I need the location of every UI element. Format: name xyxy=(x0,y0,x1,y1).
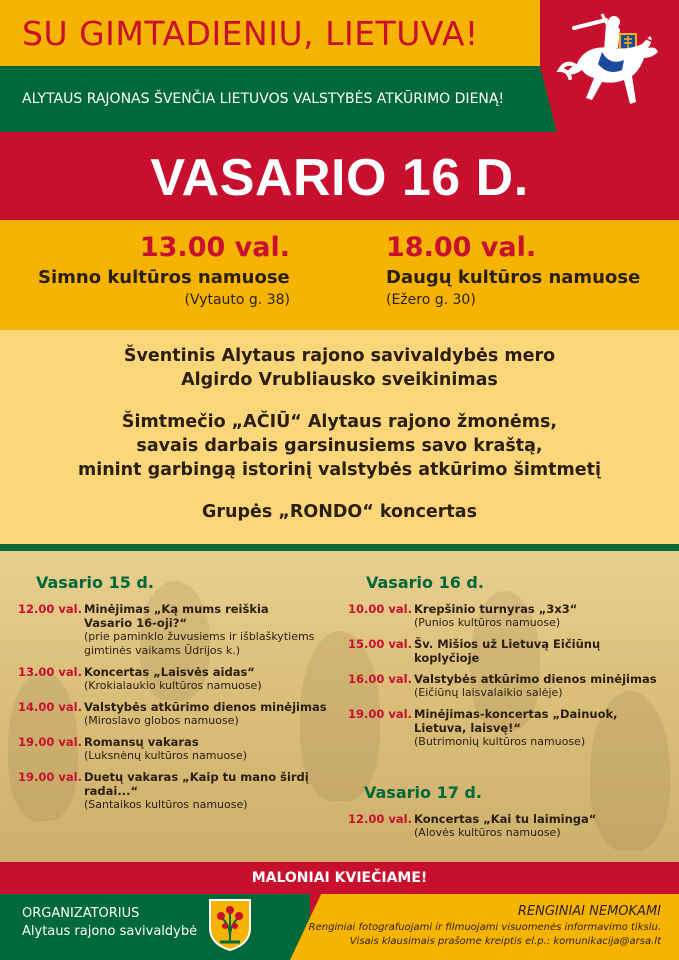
event-name: Krepšinio turnyras „3x3“ xyxy=(414,602,578,616)
main-times-band xyxy=(0,220,679,330)
event-location: (Punios kultūros namuose) xyxy=(414,616,561,629)
event-item xyxy=(18,665,328,693)
event-location: (Miroslavo globos namuose) xyxy=(84,714,239,727)
event-item xyxy=(18,700,328,728)
event-item xyxy=(18,770,328,812)
organizer-label: ORGANIZATORIUS xyxy=(22,906,140,921)
venue-time: 18.00 val. xyxy=(386,232,537,263)
event-body xyxy=(84,602,314,658)
event-name: Minėjimas „Ką mums reiškia xyxy=(84,602,269,616)
event-list xyxy=(18,602,328,812)
event-list xyxy=(348,812,668,840)
schedule-section xyxy=(0,551,679,862)
event-name: Šv. Mišios už Lietuvą Eičiūnų koplyčioje xyxy=(414,637,601,665)
event-name: Koncertas „Kai tu laiminga“ xyxy=(414,812,597,826)
event-time: 10.00 val. xyxy=(348,602,412,616)
event-name: Duetų vakaras „Kaip tu mano širdį xyxy=(84,770,309,784)
contact-note: Visais klausimais prašome kreiptis el.p.: komunikacija@arsa.lt xyxy=(349,936,661,947)
event-item xyxy=(348,707,668,749)
event-body xyxy=(414,707,618,749)
venue-time: 13.00 val. xyxy=(139,232,290,263)
venue-daugai xyxy=(386,232,646,308)
event-location: (Luksnėnų kultūros namuose) xyxy=(84,749,247,762)
event-body xyxy=(84,770,309,812)
event-time: 14.00 val. xyxy=(18,700,82,714)
vytis-knight-icon xyxy=(554,10,660,120)
event-time: 19.00 val. xyxy=(348,707,412,721)
event-location: (Eičiūnų laisvalaikio salėje) xyxy=(414,686,563,699)
event-name: Vasario 16-oji?“ xyxy=(84,616,187,630)
event-item xyxy=(18,602,328,658)
event-name: Romansų vakaras xyxy=(84,735,199,749)
program-band xyxy=(0,330,679,544)
day-heading: Vasario 17 d. xyxy=(364,783,482,802)
event-time: 16.00 val. xyxy=(348,672,412,686)
event-body xyxy=(414,637,668,665)
event-body xyxy=(84,665,262,693)
event-time: 12.00 val. xyxy=(18,602,82,616)
event-name: Lietuva, laisvę!“ xyxy=(414,721,521,735)
event-body xyxy=(84,700,327,728)
event-name: Minėjimas-koncertas „Dainuok, xyxy=(414,707,618,721)
event-location: (Santaikos kultūros namuose) xyxy=(84,798,248,811)
schedule-day-feb15 xyxy=(18,573,328,819)
free-events-text: RENGINIAI NEMOKAMI xyxy=(517,904,661,919)
program-line: Šventinis Alytaus rajono savivaldybės mero xyxy=(123,346,556,366)
event-item xyxy=(18,735,328,763)
invite-text: MALONIAI KVIEČIAME! xyxy=(251,870,428,886)
event-list xyxy=(348,602,668,749)
venue-place: Simno kultūros namuose xyxy=(38,267,290,288)
program-line: Grupės „RONDO“ koncertas xyxy=(202,502,477,522)
green-divider xyxy=(0,544,679,551)
event-location: gimtinės vaikams Ūdrijos k.) xyxy=(84,644,241,657)
event-time: 19.00 val. xyxy=(18,770,82,784)
venue-address: (Ežero g. 30) xyxy=(386,292,476,308)
alytus-district-crest-icon xyxy=(208,898,252,952)
program-line: minint garbingą istorinį valstybės atkūrimo šimtmetį xyxy=(77,460,601,480)
event-location: (Butrimonių kultūros namuose) xyxy=(414,735,586,748)
program-line: Šimtmečio „AČIŪ“ Alytaus rajono žmonėms, xyxy=(121,412,558,432)
schedule-day-feb16 xyxy=(348,573,668,756)
event-name: Valstybės atkūrimo dienos minėjimas xyxy=(414,672,657,686)
media-note: Renginiai fotografuojami ir filmuojami visuomenės informavimo tikslu. xyxy=(308,922,661,933)
program-line: savais darbais garsinusiems savo kraštą, xyxy=(136,436,543,456)
venue-address: (Vytauto g. 38) xyxy=(184,292,290,308)
event-name: Valstybės atkūrimo dienos minėjimas xyxy=(84,700,327,714)
event-body xyxy=(414,602,577,630)
day-heading: Vasario 15 d. xyxy=(36,573,154,592)
schedule-day-feb17 xyxy=(348,783,668,847)
event-time: 12.00 val. xyxy=(348,812,412,826)
event-location: (prie paminklo žuvusiems ir išblaškytiems xyxy=(84,630,315,643)
poster-title: SU GIMTADIENIU, LIETUVA! xyxy=(22,14,479,53)
event-time: 19.00 val. xyxy=(18,735,82,749)
event-item xyxy=(348,637,668,665)
event-time: 15.00 val. xyxy=(348,637,412,651)
event-body xyxy=(84,735,247,763)
program-line: Algirdo Vrubliausko sveikinimas xyxy=(181,370,498,390)
event-item xyxy=(348,672,668,700)
footer xyxy=(0,862,679,960)
event-body xyxy=(414,672,657,700)
poster-subtitle: ALYTAUS RAJONAS ŠVENČIA LIETUVOS VALSTYBĖS ATKŪRIMO DIENĄ! xyxy=(22,91,505,107)
event-name: radai...“ xyxy=(84,784,139,798)
main-date: VASARIO 16 D. xyxy=(150,149,529,207)
event-location: (Krokialaukio kultūros namuose) xyxy=(84,679,262,692)
event-body xyxy=(414,812,596,840)
event-item xyxy=(348,602,668,630)
organizer-name: Alytaus rajono savivaldybė xyxy=(22,924,198,939)
event-time: 13.00 val. xyxy=(18,665,82,679)
event-item xyxy=(348,812,668,840)
day-heading: Vasario 16 d. xyxy=(366,573,484,592)
venue-simnas xyxy=(38,232,290,308)
event-location: (Alovės kultūros namuose) xyxy=(414,826,561,839)
venue-place: Daugų kultūros namuose xyxy=(386,267,641,288)
event-name: Koncertas „Laisvės aidas“ xyxy=(84,665,255,679)
